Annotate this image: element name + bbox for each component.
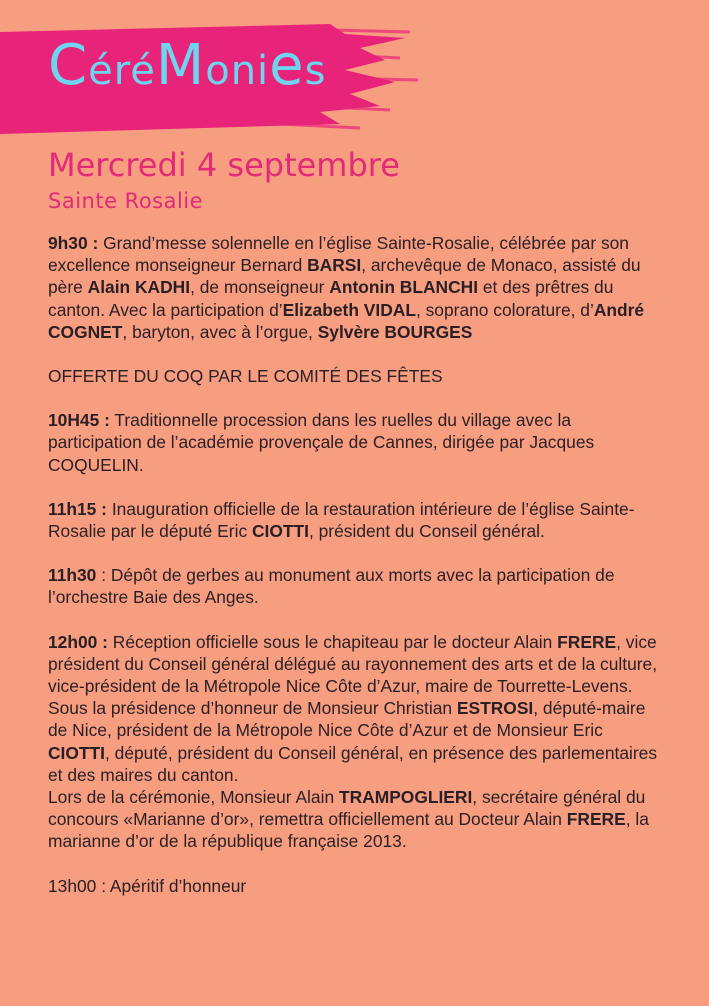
program-item-coq: OFFERTE DU COQ PAR LE COMITÉ DES FÊTES bbox=[48, 366, 443, 387]
page-title: CéréMonies bbox=[48, 33, 327, 98]
program-item-1130: 11h30 : Dépôt de gerbes au monument aux morts avec la participation de l’orchestre Baie des Anges. bbox=[48, 565, 615, 608]
saint-name: Sainte Rosalie bbox=[48, 189, 204, 213]
program-item-1300: 13h00 : Apéritif d’honneur bbox=[48, 875, 247, 896]
program-item-0930: 9h30 : Grand’messe solennelle en l’église Sainte-Rosalie, célébrée par son excellence monseigneur Bernard BARSI, archevêque de Monaco, assisté du père Alain KADHI, de monseigneur Antonin BLANCHI et des prêtres du canton. Avec la participation d’Elizabeth VIDAL, soprano colorature, d’André COGNET, baryton, avec à l’orgue, Sylvère BOURGES bbox=[48, 233, 645, 342]
program-item-1115: 11h15 : Inauguration officielle de la restauration intérieure de l’église Sainte-Rosalie par le député Eric CIOTTI, président du Conseil général. bbox=[48, 498, 635, 542]
program-item-1045: 10H45 : Traditionnelle procession dans les ruelles du village avec la participation de l’académie provençale de Cannes, dirigée par Jacques COQUELIN. bbox=[48, 410, 595, 475]
program-item-1200: 12h00 : Réception officielle sous le chapiteau par le docteur Alain FRERE, vice président du Conseil général délégué au rayonnement des arts et de la culture, vice-président de la Métropole Nice Côte d’Azur, maire de Tourrette-Levens. Sous la présidence d’honneur de Monsieur Christian ESTROSI, député-maire de Nice, président de la Métropole Nice Côte d’Azur et de Monsieur Eric CIOTTI, député, président du Conseil général, en présence des parlementaires et des maires du canton. Lors de la cérémonie, Monsieur Alain TRAMPOGLIERI, secrétaire général du concours «Marianne d’or», remettra officiellement au Docteur Alain FRERE, la marianne d’or de la république française 2013. bbox=[48, 631, 658, 852]
program-content bbox=[48, 232, 668, 919]
event-date: Mercredi 4 septembre bbox=[48, 146, 400, 184]
